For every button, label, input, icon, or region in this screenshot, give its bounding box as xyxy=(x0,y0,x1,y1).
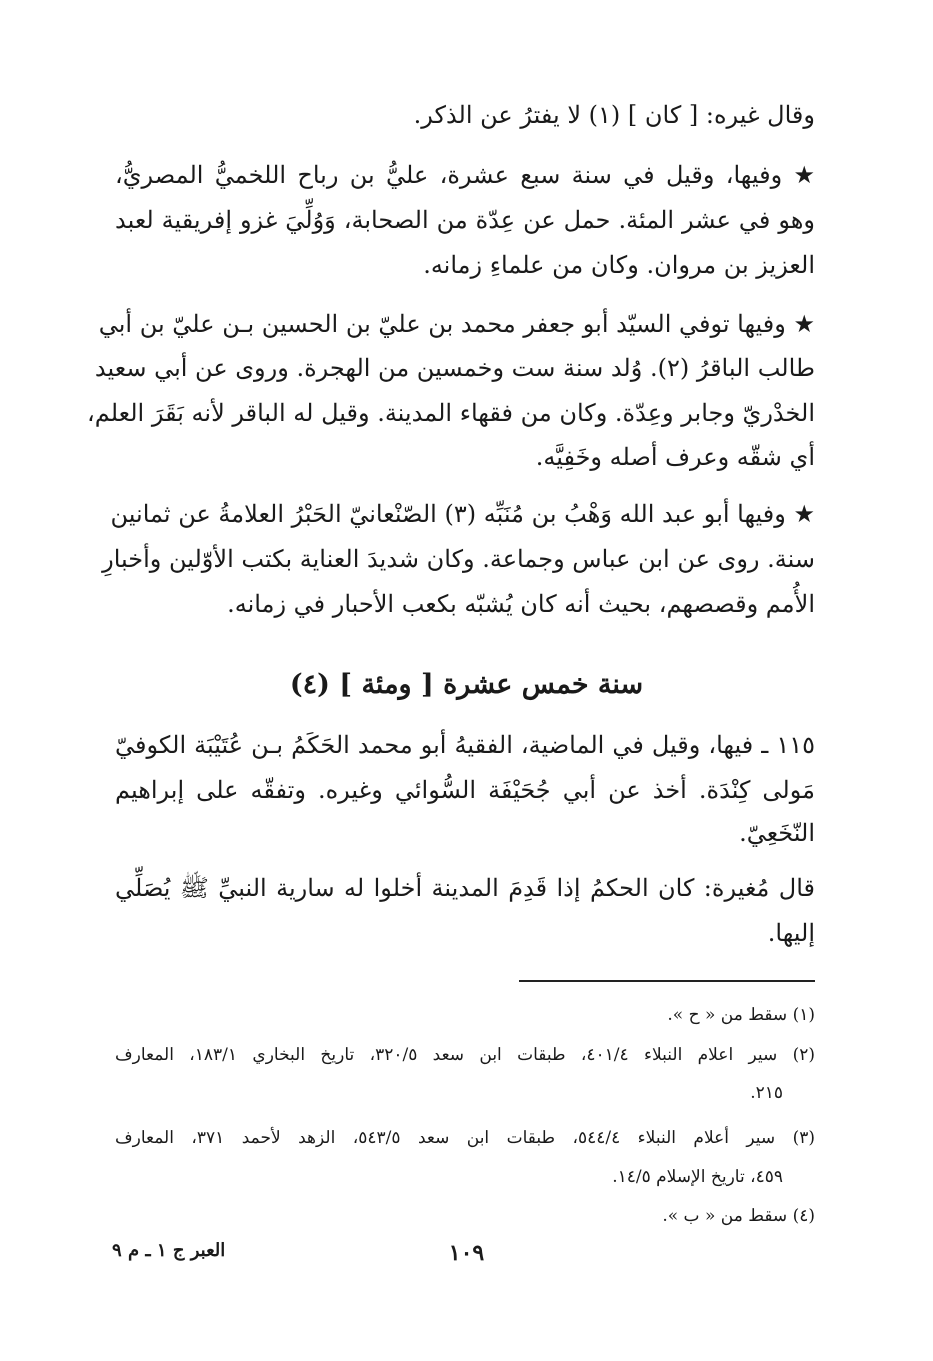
printer-signature: العبر ج ١ ـ م ٩ xyxy=(112,1240,226,1261)
footnote-separator xyxy=(519,980,815,982)
text-line: سنة. روى عن ابن عباس وجماعة. وكان شديدَ العناية بكتب الأوّلين وأخبارِ xyxy=(102,545,815,573)
footnote: (٢) سير اعلام النبلاء ٤٠١/٤، طبقات ابن سعد ٣٢٠/٥، تاريخ البخاري ١٨٣/١، المعارف xyxy=(115,1045,816,1065)
text-line: وقال غيره: [ كان ] (١) لا يفترُ عن الذكر. xyxy=(413,101,815,129)
text-line: أي شقّه وعرف أصله وخَفِيَّه. xyxy=(535,443,815,471)
text-line: وهو في عشر المئة. حمل عن عِدّة من الصحابة، وَوُلِّيَ غزو إفريقية لعبد xyxy=(115,206,815,234)
footnote: (٤) سقط من « ب ». xyxy=(662,1206,815,1226)
footnote: ٢١٥. xyxy=(750,1083,783,1103)
text-line: ★ وفيها، وقيل في سنة سبع عشرة، عليُّ بن رباح اللخميُّ المصريُّ، xyxy=(115,161,815,189)
page-number: ١٠٩ xyxy=(448,1240,485,1266)
footnote: ٤٥٩، تاريخ الإسلام ١٤/٥. xyxy=(612,1167,783,1187)
text-line: ★ وفيها توفي السيّد أبو جعفر محمد بن عليّ بن الحسين بـن عليّ بن أبي xyxy=(98,310,815,338)
text-line: الأُمم وقصصهم، بحيث أنه كان يُشبّه بكعب الأحبار في زمانه. xyxy=(227,590,815,618)
text-line: مَولى كِنْدَة. أخذ عن أبي جُحَيْفَة السُّوائي وغيره. وتفقّه على إبراهيم xyxy=(115,776,816,804)
footnote: (١) سقط من « ح ». xyxy=(667,1005,815,1025)
footnote: (٣) سير أعلام النبلاء ٥٤٤/٤، طبقات ابن سعد ٥٤٣/٥، الزهد لأحمد ٣٧١، المعارف xyxy=(115,1128,816,1148)
text-line: ★ وفيها أبو عبد الله وَهْبُ بن مُنَبِّه (٣) الصّنْعانيّ الحَبْرُ العلامةُ عن ثمانين xyxy=(110,500,815,528)
text-line: طالب الباقرُ (٢). وُلد سنة ست وخمسين من الهجرة. وروى عن أبي سعيد xyxy=(94,354,815,382)
text-line: النّخَعِيّ. xyxy=(739,819,815,847)
text-line: قال مُغيرة: كان الحكمُ إذا قَدِمَ المدينة أخلوا له سارية النبيِّ ﷺ يُصَلِّي xyxy=(115,874,815,902)
text-line: إليها. xyxy=(767,919,815,947)
text-line: الخدْريّ وجابر وعِدّة. وكان من فقهاء المدينة. وقيل له الباقر لأنه بَقَرَ العلم، xyxy=(86,399,815,427)
text-line: ١١٥ ـ فيها، وقيل في الماضية، الفقيهُ أبو محمد الحَكَمُ بـن عُتَيْبَة الكوفيّ xyxy=(115,731,815,759)
section-heading: سنة خمس عشرة [ ومئة ] (٤) xyxy=(289,669,644,700)
text-line: العزيز بن مروان. وكان من علماءِ زمانه. xyxy=(423,251,815,279)
